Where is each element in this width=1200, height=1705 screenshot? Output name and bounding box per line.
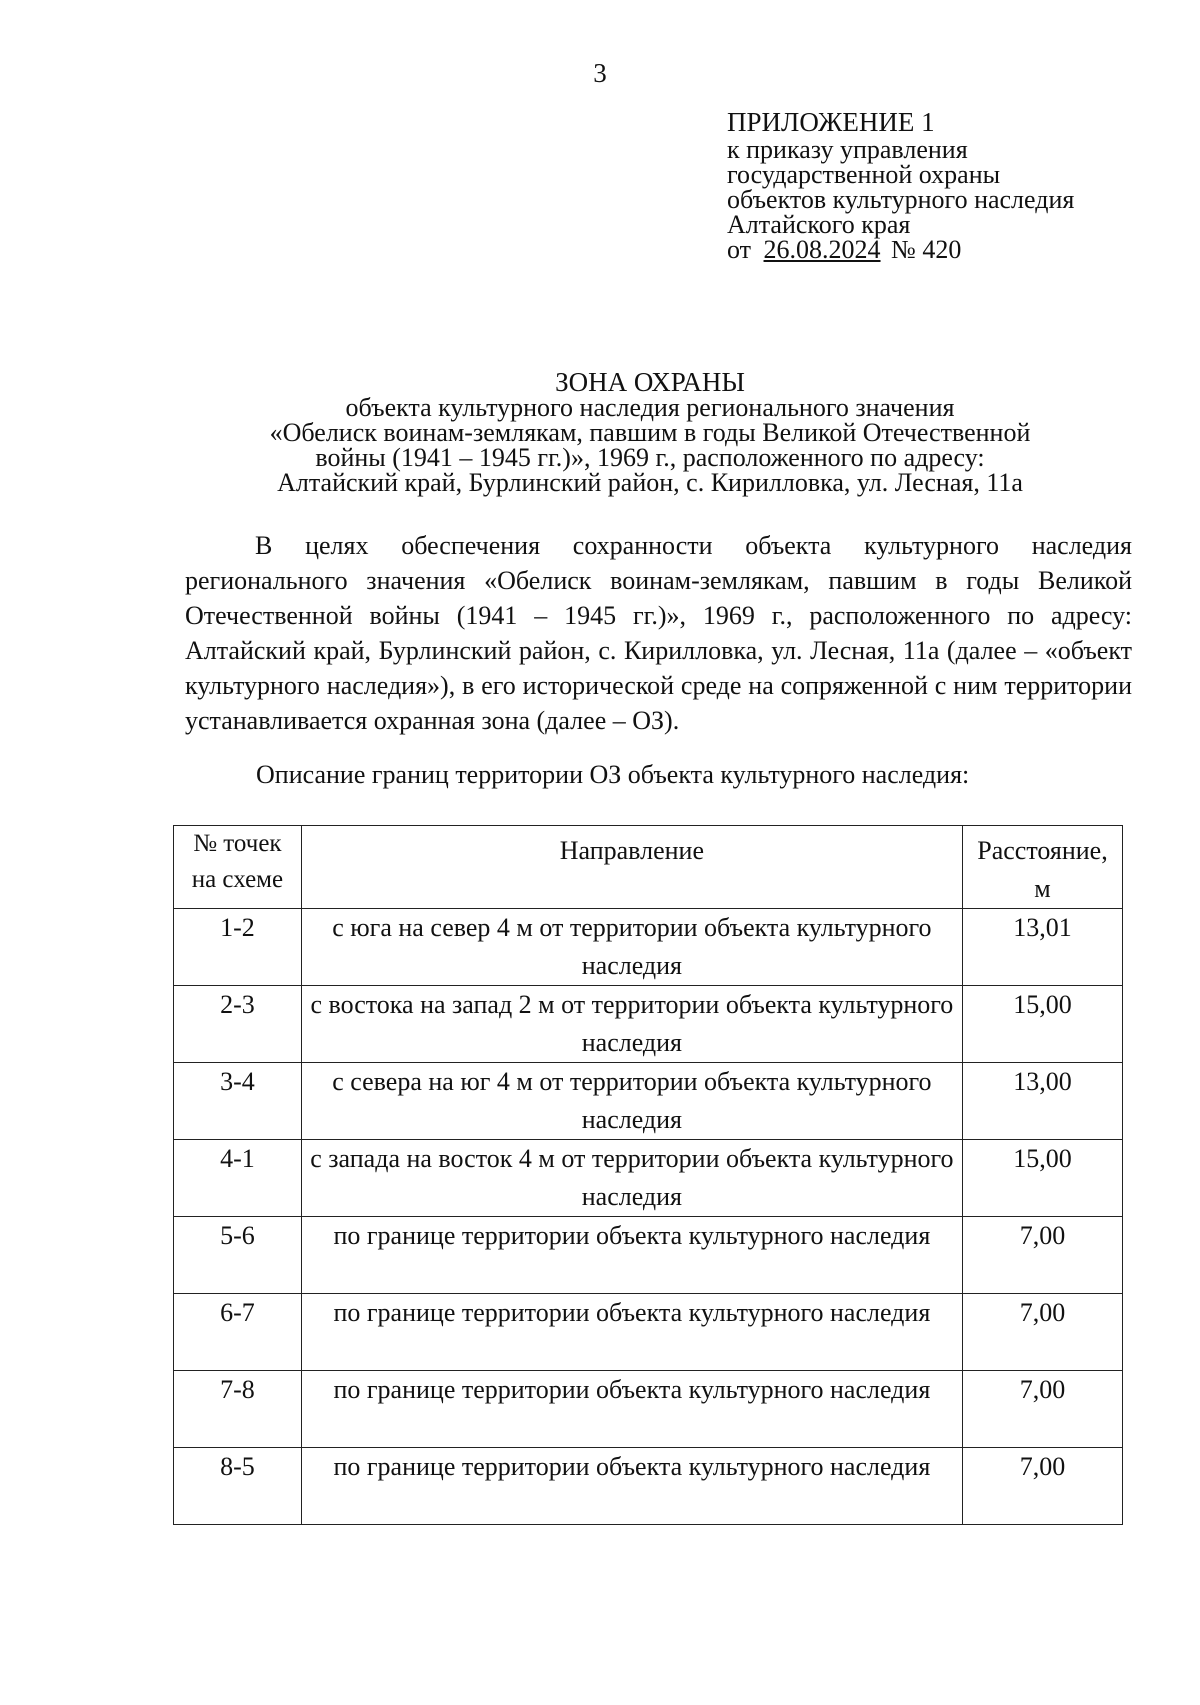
cell-direction: по границе территории объекта культурного наследия — [301, 1371, 962, 1448]
cell-points: 5-6 — [174, 1217, 302, 1294]
cell-distance: 13,00 — [962, 1063, 1122, 1140]
cell-distance: 15,00 — [962, 986, 1122, 1063]
table-row — [174, 1063, 1123, 1140]
cell-direction: по границе территории объекта культурного наследия — [301, 1217, 962, 1294]
table-row — [174, 909, 1123, 986]
table-row — [174, 1371, 1123, 1448]
appendix-line: государственной охраны — [727, 160, 1001, 189]
cell-points: 7-8 — [174, 1371, 302, 1448]
header-distance: Расстояние, м — [962, 826, 1122, 909]
cell-distance: 7,00 — [962, 1294, 1122, 1371]
cell-direction: с севера на юг 4 м от территории объекта культурного наследия — [301, 1063, 962, 1140]
table-header-row — [174, 826, 1123, 909]
table-row — [174, 1140, 1123, 1217]
table-row — [174, 1448, 1123, 1525]
order-number: № 420 — [891, 235, 962, 264]
header-points: № точек на схеме — [174, 826, 302, 909]
document-heading — [190, 367, 1110, 497]
cell-points: 8-5 — [174, 1448, 302, 1525]
boundary-table — [173, 825, 1123, 1525]
cell-points: 3-4 — [174, 1063, 302, 1140]
page-number: 3 — [593, 58, 607, 88]
heading-line: войны (1941 – 1945 гг.)», 1969 г., расположенного по адресу: — [315, 443, 985, 472]
header-direction: Направление — [301, 826, 962, 909]
table-caption: Описание границ территории ОЗ объекта культурного наследия: — [256, 760, 970, 789]
order-date-prefix: от — [727, 235, 752, 264]
appendix-line: объектов культурного наследия — [727, 185, 1075, 214]
cell-points: 2-3 — [174, 986, 302, 1063]
cell-points: 6-7 — [174, 1294, 302, 1371]
cell-points: 1-2 — [174, 909, 302, 986]
cell-distance: 7,00 — [962, 1217, 1122, 1294]
cell-direction: по границе территории объекта культурного наследия — [301, 1448, 962, 1525]
cell-distance: 13,01 — [962, 909, 1122, 986]
intro-paragraph: В целях обеспечения сохранности объекта культурного наследия регионального значения «Обелиск воинам-землякам, павшим в годы Великой Отечественной войны (1941 – 1945 гг.)», 1969 г., расположенного по адресу: Алтайский край, Бурлинский район, с. Кирилловка, ул. Лесная, 11а (далее – «объект культурного наследия»), в его исторической среде на сопряженной с ним территории устанавливается охранная зона (далее – ОЗ). — [185, 531, 1132, 735]
heading-line: объекта культурного наследия регионального значения — [345, 393, 955, 422]
cell-distance: 7,00 — [962, 1448, 1122, 1525]
cell-distance: 7,00 — [962, 1371, 1122, 1448]
appendix-order-line — [727, 237, 1167, 262]
appendix-line: к приказу управления — [727, 135, 968, 164]
cell-distance: 15,00 — [962, 1140, 1122, 1217]
heading-line: Алтайский край, Бурлинский район, с. Кирилловка, ул. Лесная, 11а — [277, 468, 1023, 497]
cell-direction: с юга на север 4 м от территории объекта культурного наследия — [301, 909, 962, 986]
appendix-title: ПРИЛОЖЕНИЕ 1 — [727, 107, 935, 137]
table-row — [174, 1294, 1123, 1371]
cell-direction: по границе территории объекта культурного наследия — [301, 1294, 962, 1371]
cell-direction: с запада на восток 4 м от территории объекта культурного наследия — [301, 1140, 962, 1217]
table-row — [174, 1217, 1123, 1294]
appendix-block — [727, 107, 1167, 264]
heading-line: «Обелиск воинам-землякам, павшим в годы Великой Отечественной — [269, 418, 1031, 447]
order-date: 26.08.2024 — [763, 235, 881, 264]
table-row — [174, 986, 1123, 1063]
cell-direction: с востока на запад 2 м от территории объекта культурного наследия — [301, 986, 962, 1063]
cell-points: 4-1 — [174, 1140, 302, 1217]
appendix-line: Алтайского края — [727, 210, 911, 239]
heading-title: ЗОНА ОХРАНЫ — [555, 367, 745, 397]
